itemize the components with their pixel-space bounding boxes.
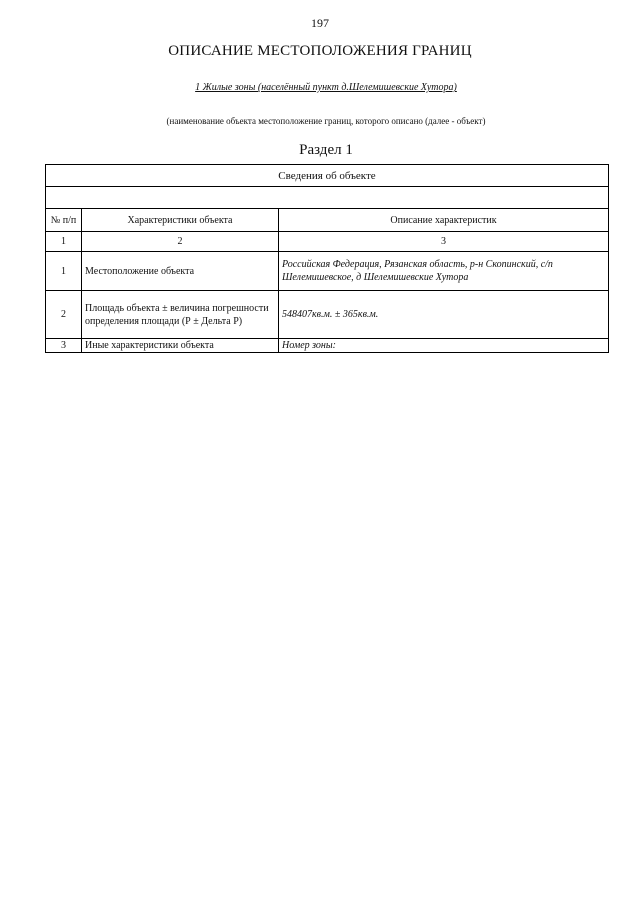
page-number: 197 [311, 16, 329, 30]
table-row [46, 291, 609, 339]
table-row [46, 339, 609, 353]
table-row [46, 252, 609, 291]
table-header-row [46, 165, 609, 187]
object-name-caption: (наименование объекта местоположение границ, которого описано (далее - объект) [166, 116, 486, 126]
row-description: 548407кв.м. ± 365кв.м. [279, 291, 609, 339]
row-number: 2 [46, 291, 82, 339]
row-number: 1 [46, 252, 82, 291]
row-number: 3 [46, 339, 82, 353]
row-characteristic: Местоположение объекта [82, 252, 279, 291]
column-header-characteristic: Характеристики объекта [82, 209, 279, 232]
section-title: Раздел 1 [299, 142, 353, 158]
column-header-row [46, 209, 609, 232]
column-header-description: Описание характеристик [279, 209, 609, 232]
blank-cell [46, 187, 609, 209]
row-characteristic: Площадь объекта ± величина погрешности определения площади (Р ± Дельта Р) [82, 291, 279, 339]
row-description: Номер зоны: [279, 339, 609, 353]
object-name: 1 Жилые зоны (населённый пункт д.Шелемишевские Хутора) [195, 82, 457, 93]
column-number: 1 [46, 232, 82, 252]
table-blank-row [46, 187, 609, 209]
column-number-row [46, 232, 609, 252]
table-header: Сведения об объекте [46, 165, 609, 187]
column-number: 2 [82, 232, 279, 252]
column-header-num: № п/п [46, 209, 82, 232]
document-title: ОПИСАНИЕ МЕСТОПОЛОЖЕНИЯ ГРАНИЦ [168, 43, 472, 59]
row-description: Российская Федерация, Рязанская область, р-н Скопинский, с/п Шелемишевское, д Шелемишевские Хутора [279, 252, 609, 291]
row-characteristic: Иные характеристики объекта [82, 339, 279, 353]
object-info-table [45, 164, 609, 353]
column-number: 3 [279, 232, 609, 252]
